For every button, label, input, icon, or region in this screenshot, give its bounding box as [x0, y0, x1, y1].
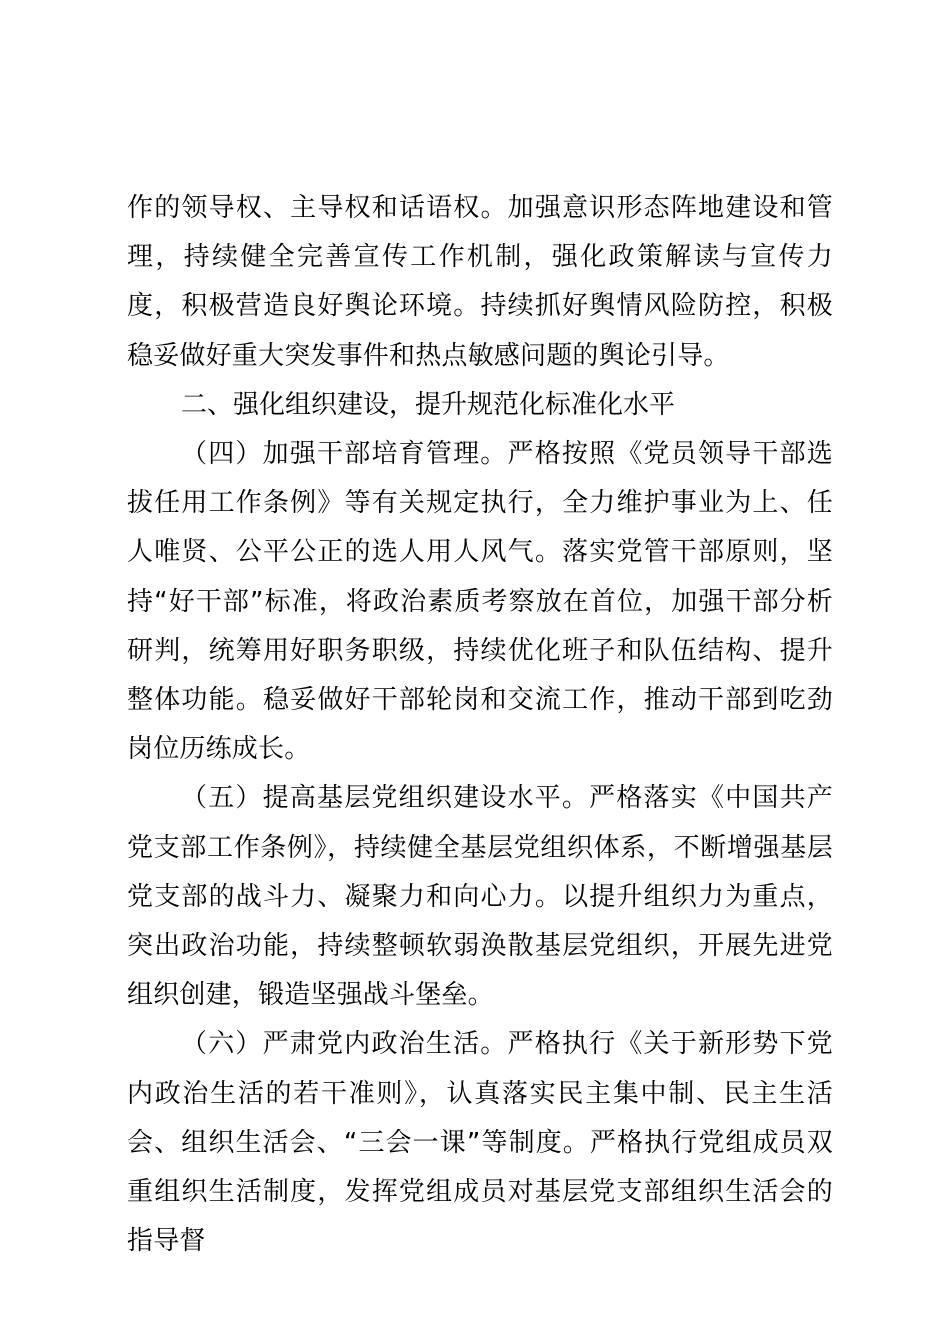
- paragraph-cadre-management: （四）加强干部培育管理。严格按照《党员领导干部选拔任用工作条例》等有关规定执行，全力维护事业为上、任人唯贤、公平公正的选人用人风气。落实党管干部原则，坚持“好干部”标准，将政治素质考察放在首位，加强干部分析研判，统筹用好职务职级，持续优化班子和队伍结构、提升整体功能。稳妥做好干部轮岗和交流工作，推动干部到吃劲岗位历练成长。: [127, 439, 833, 765]
- paragraph-political-life: （六）严肃党内政治生活。严格执行《关于新形势下党内政治生活的若干准则》，认真落实民主集中制、民主生活会、组织生活会、“三会一课”等制度。严格执行党组成员双重组织生活制度，发挥党组成员对基层党支部组织生活会的指导督: [127, 1029, 833, 1257]
- paragraph-grassroots-organization: （五）提高基层党组织建设水平。严格落实《中国共产党支部工作条例》，持续健全基层党组织体系，不断增强基层党支部的战斗力、凝聚力和向心力。以提升组织力为重点，突出政治功能，持续整顿软弱涣散基层党组织，开展先进党组织创建，锻造坚强战斗堡垒。: [127, 783, 833, 1011]
- document-body: [127, 184, 833, 1266]
- paragraph-continuation: 作的领导权、主导权和话语权。加强意识形态阵地建设和管理，持续健全完善宣传工作机制，强化政策解读与宣传力度，积极营造良好舆论环境。持续抓好舆情风险防控，积极稳妥做好重大突发事件和热点敏感问题的舆论引导。: [127, 193, 833, 371]
- section-heading: 二、强化组织建设，提升规范化标准化水平: [181, 389, 676, 420]
